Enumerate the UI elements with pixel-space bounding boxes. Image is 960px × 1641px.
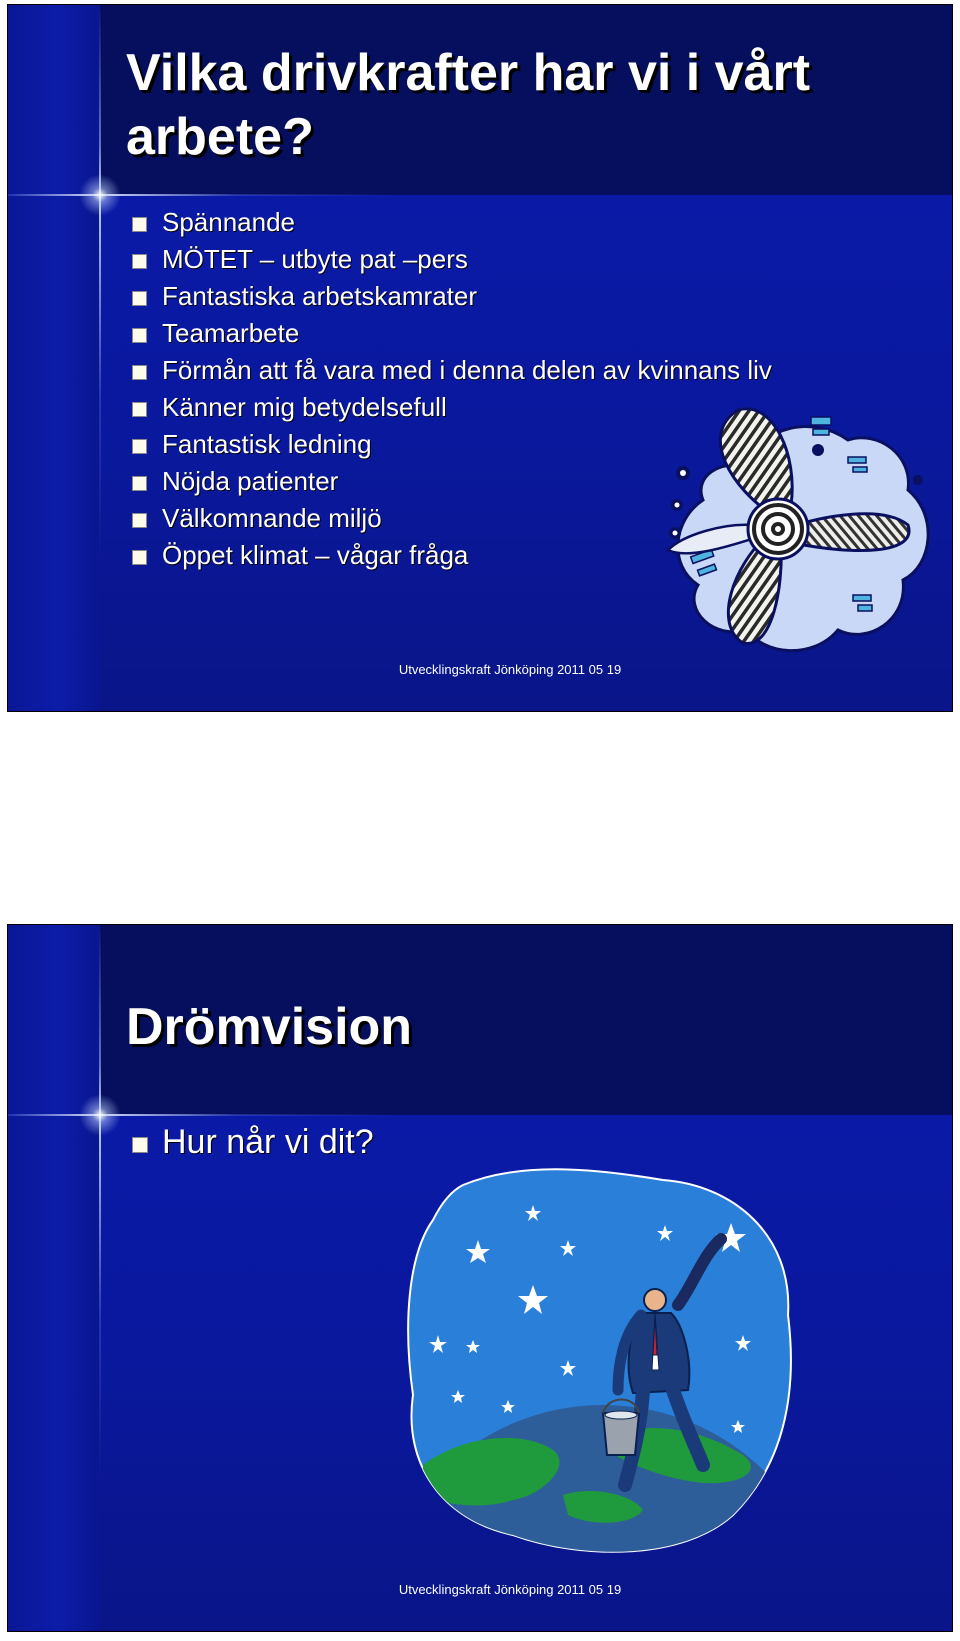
list-item: Fantastisk ledning	[126, 427, 866, 461]
decor-vertical-line	[99, 925, 101, 1485]
left-strip	[8, 5, 100, 711]
slide-footer: Utvecklingskraft Jönköping 2011 05 19	[398, 1582, 622, 1597]
list-item: Hur når vi dit?	[126, 1121, 726, 1163]
bullet-square-icon	[132, 513, 147, 528]
list-item: Teamarbete	[126, 316, 866, 350]
list-item: Nöjda patienter	[126, 464, 866, 498]
bullet-square-icon	[132, 550, 147, 565]
bullet-list	[126, 1121, 726, 1166]
bullet-square-icon	[132, 439, 147, 454]
list-item: Känner mig betydelsefull	[126, 390, 866, 424]
list-item: MÖTET – utbyte pat –pers	[126, 242, 866, 276]
list-item: Välkomnande miljö	[126, 501, 866, 535]
slide-2	[7, 924, 953, 1632]
bullet-square-icon	[132, 1137, 148, 1153]
bullet-square-icon	[132, 328, 147, 343]
propeller-clipart-icon	[663, 405, 943, 675]
slide-title: Vilka drivkrafter har vi i vårt arbete?	[126, 44, 811, 166]
bullet-square-icon	[132, 476, 147, 491]
reaching-for-stars-clipart-icon	[403, 1165, 803, 1565]
bullet-square-icon	[132, 254, 147, 269]
list-item: Öppet klimat – vågar fråga	[126, 538, 866, 572]
decor-star-glow	[79, 1094, 121, 1136]
slide-1	[7, 4, 953, 712]
left-strip	[8, 925, 100, 1631]
slide-footer: Utvecklingskraft Jönköping 2011 05 19	[398, 662, 622, 677]
list-item: Spännande	[126, 205, 866, 239]
list-item: Förmån att få vara med i denna delen av kvinnans liv	[126, 353, 866, 387]
decor-vertical-line	[99, 5, 101, 565]
bullet-square-icon	[132, 365, 147, 380]
bullet-square-icon	[132, 291, 147, 306]
decor-star-glow	[79, 174, 121, 216]
decor-horizontal-line	[8, 194, 388, 196]
bullet-square-icon	[132, 402, 147, 417]
decor-horizontal-line	[8, 1114, 388, 1116]
bullet-square-icon	[132, 217, 147, 232]
slide-title: Drömvision	[126, 998, 413, 1056]
list-item: Fantastiska arbetskamrater	[126, 279, 866, 313]
